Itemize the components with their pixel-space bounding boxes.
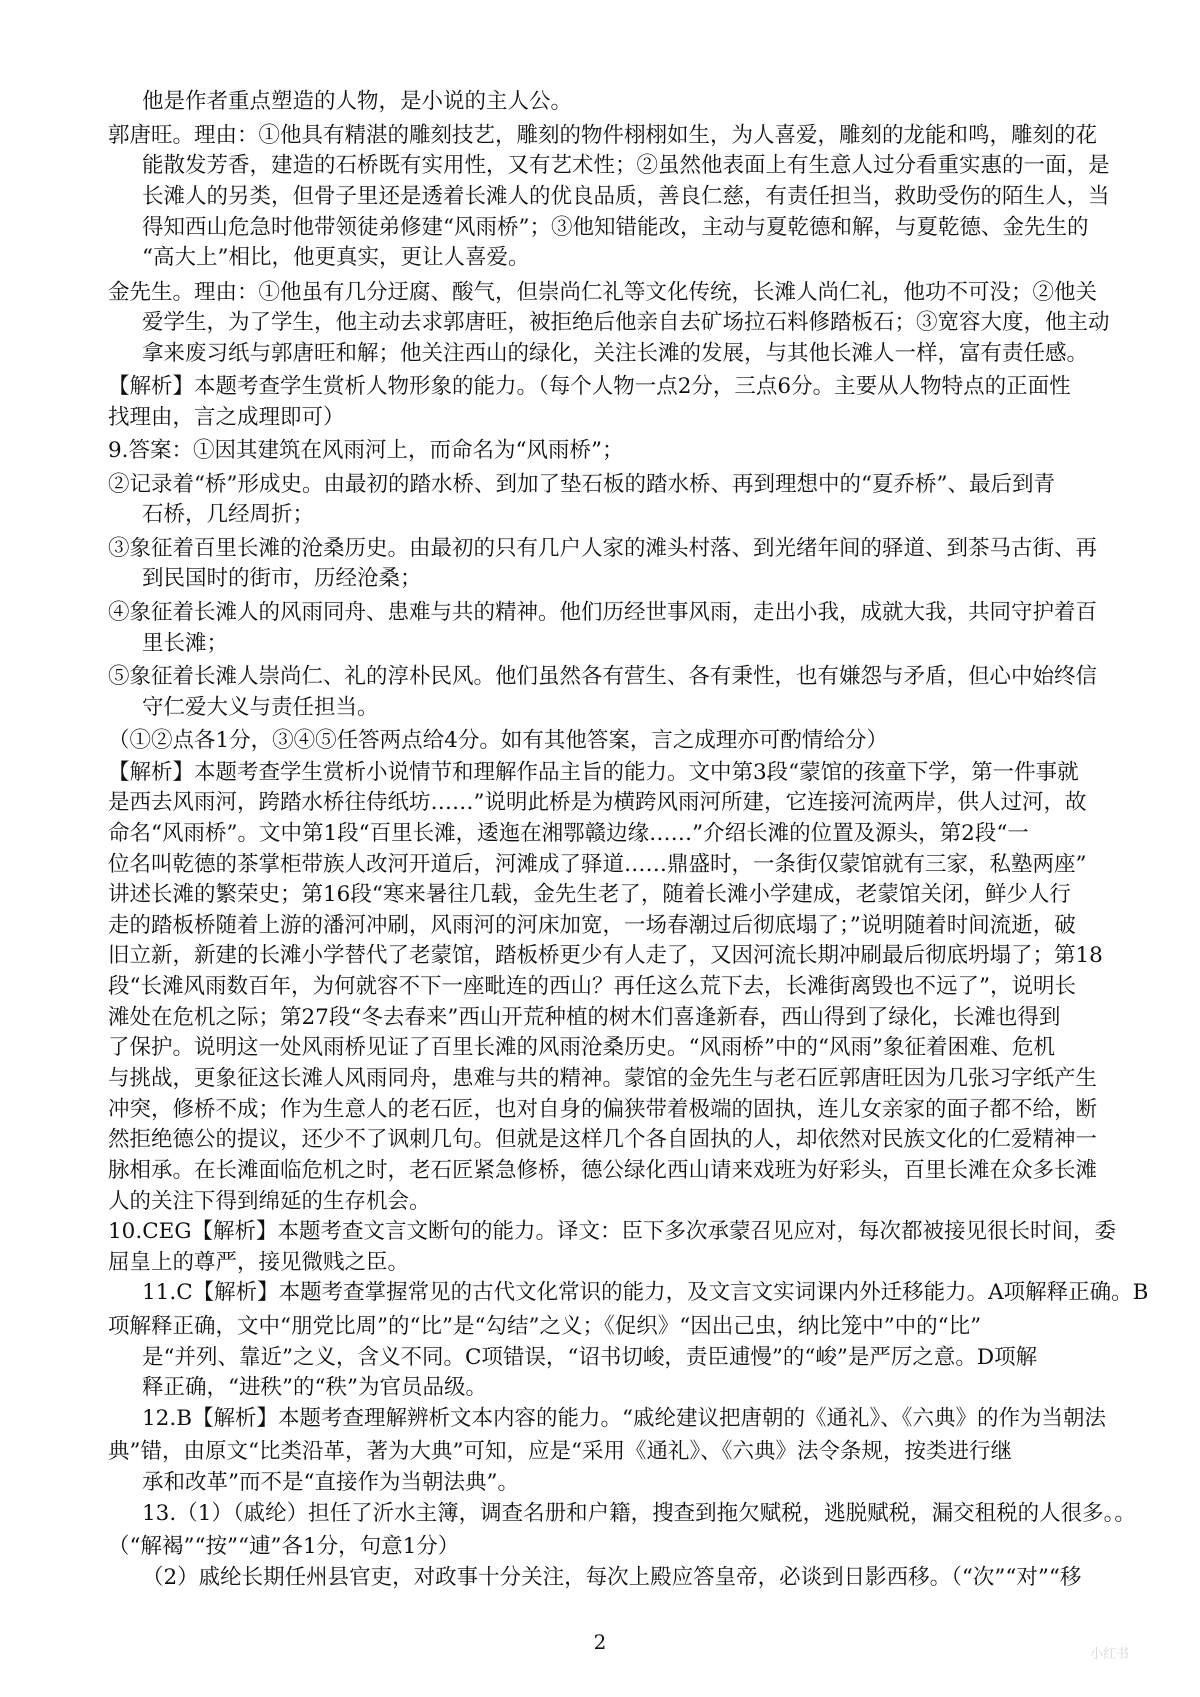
text-line: 命名“风雨桥”。文中第1段“百里长滩，逶迤在湘鄂赣边缘……”介绍长滩的位置及源头，第2段“一 [108, 820, 1029, 846]
page-number: 2 [593, 1630, 607, 1654]
text-line: （①②点各1分，③④⑤任答两点给4分。如有其他答案，言之成理亦可酌情给分） [108, 728, 888, 754]
text-line: 石桥，几经周折； [142, 502, 315, 528]
text-line: 10.CEG【解析】本题考查文言文断句的能力。译文：臣下多次承蒙召见应对，每次都被接见很长时间，委 [108, 1219, 1117, 1245]
text-line: （“解褐”“按”“逋”各1分，句意1分） [108, 1533, 460, 1559]
text-line: 找理由，言之成理即可） [108, 404, 345, 430]
text-line: 郭唐旺。理由：①他具有精湛的雕刻技艺，雕刻的物件栩栩如生，为人喜爱，雕刻的龙能和鸣，雕刻的花 [108, 122, 1098, 148]
text-line: 滩处在危机之际；第27段“冬去春来”西山开荒种植的树木们喜逢新春，西山得到了绿化，长滩也得到 [108, 1004, 1061, 1030]
text-line: 金先生。理由：①他虽有几分迂腐、酸气，但崇尚仁礼等文化传统，长滩人尚仁礼，他功不可没；②他关 [108, 279, 1098, 305]
text-line: 了保护。说明这一处风雨桥见证了百里长滩的风雨沧桑历史。“风雨桥”中的“风雨”象征着困难、危机 [108, 1035, 1055, 1061]
text-line: 释正确，“进秩”的“秩”为官员品级。 [142, 1375, 487, 1401]
text-line: 能散发芳香，建造的石桥既有实用性，又有艺术性；②虽然他表面上有生意人过分看重实惠的一面，是 [142, 153, 1110, 179]
text-line: 走的踏板桥随着上游的潘河冲刷，风雨河的河床加宽，一场春潮过后彻底塌了；”说明随着时间流逝，破 [108, 912, 1076, 938]
text-line: 12.B【解析】本题考查理解辨析文本内容的能力。“戚纶建议把唐朝的《通礼》、《六典》的作为当朝法 [142, 1405, 1106, 1431]
text-line: 【解析】本题考查学生赏析人物形象的能力。（每个人物一点2分，三点6分。主要从人物特点的正面性 [108, 374, 1071, 400]
text-line: ③象征着百里长滩的沧桑历史。由最初的只有几户人家的滩头村落、到光绪年间的驿道、到茶马古街、再 [108, 535, 1098, 561]
text-line: 得知西山危急时他带领徒弟修建“风雨桥”；③他知错能改，主动与夏乾德和解，与夏乾德、金先生的 [142, 214, 1089, 240]
text-line: 然拒绝德公的提议，还少不了讽刺几句。但就是这样几个各自固执的人，却依然对民族文化的仁爱精神一 [108, 1127, 1098, 1153]
text-line: 爱学生，为了学生，他主动去求郭唐旺，被拒绝后他亲自去矿场拉石料修踏板石；③宽容大度，他主动 [142, 310, 1110, 336]
text-line: 是西去风雨河，跨踏水桥往侍纸坊……”说明此桥是为横跨风雨河所建，它连接河流两岸，供人过河，故 [108, 790, 1087, 816]
text-line: 项解释正确，文中“朋党比周”的“比”是“勾结”之义；《促织》“因出己虫，纳比笼中”中的“比” [108, 1313, 982, 1339]
text-line: 里长滩； [142, 630, 229, 656]
text-line: ②记录着“桥”形成史。由最初的踏水桥、到加了垫石板的踏水桥、再到理想中的“夏乔桥”、最后到青 [108, 471, 1055, 497]
text-line: 11.C【解析】本题考查掌握常见的古代文化常识的能力，及文言文实词课内外迁移能力。A项解释正确。B [142, 1280, 1149, 1306]
text-line: 冲突，修桥不成；作为生意人的老石匠，也对自身的偏狭带着极端的固执，连儿女亲家的面子都不给，断 [108, 1096, 1098, 1122]
text-line: ④象征着长滩人的风雨同舟、患难与共的精神。他们历经世事风雨，走出小我，成就大我，共同守护着百 [108, 599, 1098, 625]
text-line: 人的关注下得到绵延的生存机会。 [108, 1188, 431, 1214]
text-line: 守仁爱大义与责任担当。 [142, 694, 379, 720]
text-line: 是“并列、靠近”之义，含义不同。C项错误，“诏书切峻，责臣逋慢”的“峻”是严厉之意。D项解 [142, 1344, 1038, 1370]
text-line: 到民国时的街市，历经沧桑； [142, 566, 422, 592]
text-line: 段“长滩风雨数百年，为何就容不下一座毗连的西山？再任这么荒下去，长滩街离毁也不远了”，说明长 [108, 974, 1076, 1000]
watermark-text: 小红书 [1090, 1647, 1130, 1662]
text-line: 脉相承。在长滩面临危机之时，老石匠紧急修桥，德公绿化西山请来戏班为好彩头，百里长滩在众多长滩 [108, 1157, 1098, 1183]
text-line: （2）戚纶长期任州县官吏，对政事十分关注，每次上殿应答皇帝，必谈到日影西移。（“次”“对”“移 [142, 1564, 1082, 1590]
text-line: 拿来废习纸与郭唐旺和解；他关注西山的绿化，关注长滩的发展，与其他长滩人一样，富有责任感。 [142, 340, 1089, 366]
text-line: 旧立新，新建的长滩小学替代了老蒙馆，踏板桥更少有人走了，又因河流长期冲刷最后彻底坍塌了；第18 [108, 943, 1103, 969]
text-line: ⑤象征着长滩人崇尚仁、礼的淳朴民风。他们虽然各有营生、各有秉性，也有嫌怨与矛盾，但心中始终信 [108, 663, 1098, 689]
text-line: “高大上”相比，他更真实，更让人喜爱。 [142, 245, 530, 271]
text-line: 与挑战，更象征这长滩人风雨同舟，患难与共的精神。蒙馆的金先生与老石匠郭唐旺因为几张习字纸产生 [108, 1066, 1098, 1091]
text-line: 屈皇上的尊严，接见微贱之臣。 [108, 1249, 410, 1275]
text-line: 典”错，由原文“比类沿革，著为大典”可知，应是“采用《通礼》、《六典》法令条规，按类进行继 [108, 1439, 1012, 1465]
text-line: 长滩人的另类，但骨子里还是透着长滩人的优良品质，善良仁慈，有责任担当，救助受伤的陌生人，当 [142, 183, 1110, 209]
text-line: 他是作者重点塑造的人物，是小说的主人公。 [142, 89, 573, 115]
text-line: 13.（1）（戚纶）担任了沂水主簿，调查名册和户籍，搜查到拖欠赋税，逃脱赋税，漏交租税的人很多。。 [142, 1500, 1136, 1526]
text-line: 9.答案：①因其建筑在风雨河上，而命名为“风雨桥”； [108, 438, 624, 464]
text-line: 承和改革”而不是“直接作为当朝法典”。 [142, 1469, 519, 1495]
text-line: 位名叫乾德的茶掌柜带族人改河开道后，河滩成了驿道……鼎盛时，一条街仅蒙馆就有三家，私塾两座” [108, 851, 1087, 877]
text-line: 【解析】本题考查学生赏析小说情节和理解作品主旨的能力。文中第3段“蒙馆的孩童下学，第一件事就 [108, 759, 1079, 785]
text-line: 讲述长滩的繁荣史；第16段“寒来暑往几载，金先生老了，随着长滩小学建成，老蒙馆关闭，鲜少人行 [108, 882, 1071, 908]
